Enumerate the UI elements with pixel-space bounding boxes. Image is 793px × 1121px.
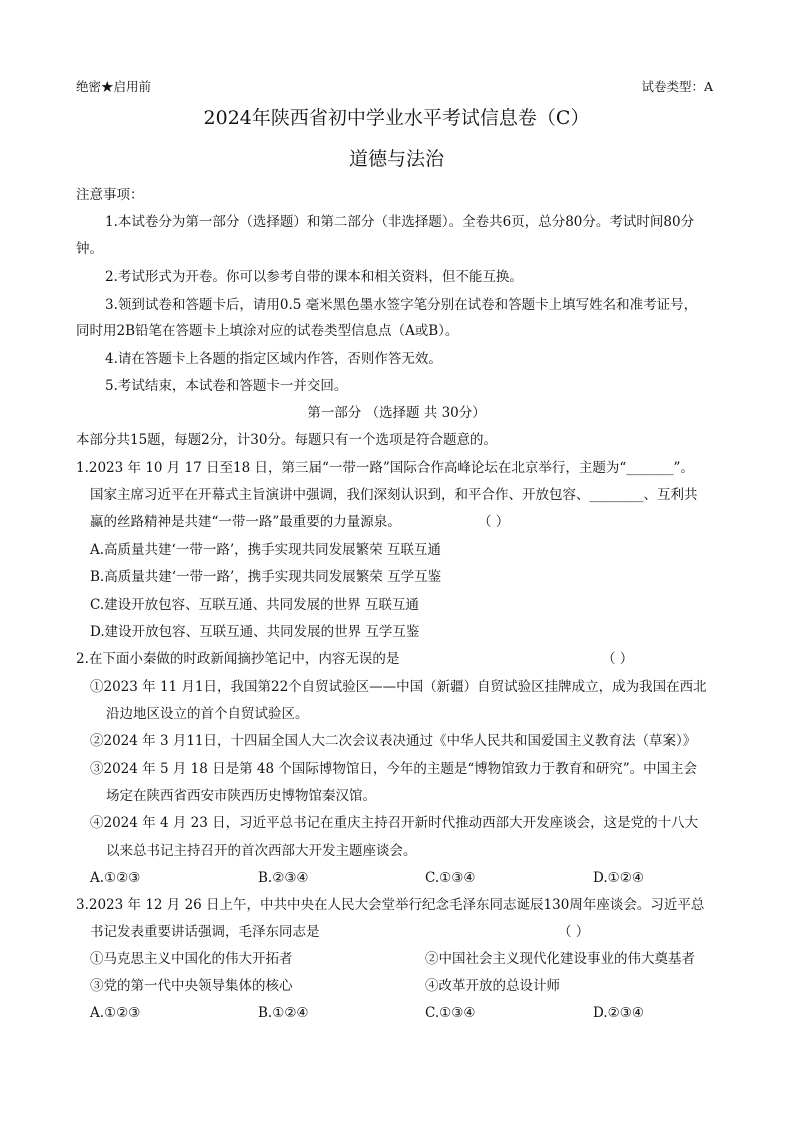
q1-answer-blank: （ ） bbox=[478, 514, 510, 530]
q2-option-c: C.①③④ bbox=[425, 870, 476, 886]
exam-subject: 道德与法治 bbox=[348, 148, 444, 170]
part-1-intro: 本部分共15题，每题2分，计30分。每题只有一个选项是符合题意的。 bbox=[76, 432, 497, 448]
q2-option-d: D.①②④ bbox=[593, 870, 644, 886]
q3-option-b: B.①②④ bbox=[258, 1005, 309, 1021]
note-1-line-1: 1.本试卷分为第一部分（选择题）和第二部分（非选择题）。全卷共6页，总分80分。考试时间80分 bbox=[105, 214, 695, 230]
note-5: 5.考试结束，本试卷和答题卡一并交回。 bbox=[105, 378, 348, 394]
q3-statement-2: ②中国社会主义现代化建设事业的伟大奠基者 bbox=[425, 951, 695, 967]
q3-option-c: C.①③④ bbox=[425, 1005, 476, 1021]
q1-stem-line-2: 国家主席习近平在开幕式主旨演讲中强调，我们深刻认识到，和平合作、开放包容、________、互利共 bbox=[90, 487, 698, 503]
part-1-heading: 第一部分 （选择题 共 30分） bbox=[307, 405, 486, 421]
q1-stem-line-1: 1.2023 年 10 月 17 日至18 日，第三届“一带一路”国际合作高峰论坛在北京举行，主题为“_______”。 bbox=[76, 460, 694, 476]
note-1-line-2: 钟。 bbox=[76, 241, 103, 257]
note-4: 4.请在答题卡上各题的指定区域内作答，否则作答无效。 bbox=[105, 351, 442, 367]
q3-option-a: A.①②③ bbox=[90, 1005, 141, 1021]
q3-option-d: D.②③④ bbox=[593, 1005, 644, 1021]
q3-answer-blank: （ ） bbox=[558, 924, 590, 940]
q2-statement-2: ②2024 年 3 月11日，十四届全国人大二次会议表决通过《中华人民共和国爱国主义教育法（草案）》 bbox=[90, 733, 697, 749]
q1-option-a: A.高质量共建‘一带一路’，携手实现共同发展繁荣 互联互通 bbox=[90, 542, 441, 558]
q2-statement-3-line-2: 场定在陕西省西安市陕西历史博物馆秦汉馆。 bbox=[106, 788, 376, 804]
q3-statement-4: ④改革开放的总设计师 bbox=[425, 978, 560, 994]
q1-option-c: C.建设开放包容、互联互通、共同发展的世界 互联互通 bbox=[90, 597, 419, 613]
q2-answer-blank: （ ） bbox=[602, 651, 634, 667]
q3-statement-1: ①马克思主义中国化的伟大开拓者 bbox=[90, 951, 293, 967]
q2-option-b: B.②③④ bbox=[258, 870, 309, 886]
q1-option-d: D.建设开放包容、互联互通、共同发展的世界 互学互鉴 bbox=[90, 624, 420, 640]
q2-stem: 2.在下面小秦做的时政新闻摘抄笔记中，内容无误的是 bbox=[76, 651, 400, 667]
q2-statement-4-line-1: ④2024 年 4 月 23 日，习近平总书记在重庆主持召开新时代推动西部大开发座谈会，这是党的十八大 bbox=[90, 815, 699, 831]
q2-statement-1-line-1: ①2023 年 11 月1日，我国第22个自贸试验区——中国（新疆）自贸试验区挂牌成立，成为我国在西北 bbox=[90, 679, 707, 695]
q3-stem-line-1: 3.2023 年 12 月 26 日上午，中共中央在人民大会堂举行纪念毛泽东同志诞辰130周年座谈会。习近平总 bbox=[76, 897, 705, 913]
q1-stem-line-3: 赢的丝路精神是共建“一带一路”最重要的力量源泉。 bbox=[90, 514, 401, 530]
note-2: 2.考试形式为开卷。你可以参考自带的课本和相关资料，但不能互换。 bbox=[105, 269, 523, 285]
paper-type-label: 试卷类型：A bbox=[641, 79, 713, 94]
q2-option-a: A.①②③ bbox=[90, 870, 141, 886]
q3-statement-3: ③党的第一代中央领导集体的核心 bbox=[90, 978, 293, 994]
q1-option-b: B.高质量共建‘一带一路’，携手实现共同发展繁荣 互学互鉴 bbox=[90, 569, 442, 585]
note-3-line-2: 同时用2B铅笔在答题卡上填涂对应的试卷类型信息点（A或B）。 bbox=[76, 323, 459, 339]
exam-title: 2024年陕西省初中学业水平考试信息卷（C） bbox=[203, 107, 590, 129]
q2-statement-1-line-2: 沿边地区设立的首个自贸试验区。 bbox=[106, 706, 309, 722]
note-3-line-1: 3.领到试卷和答题卡后，请用0.5 毫米黑色墨水签字笔分别在试卷和答题卡上填写姓名和准考证号， bbox=[105, 297, 698, 313]
q2-statement-3-line-1: ③2024 年 5 月 18 日是第 48 个国际博物馆日，今年的主题是“博物馆致力于教育和研究”。中国主会 bbox=[90, 761, 698, 777]
notes-heading: 注意事项： bbox=[76, 187, 144, 203]
q2-statement-4-line-2: 以来总书记主持召开的首次西部大开发主题座谈会。 bbox=[106, 843, 417, 859]
confidential-label: 绝密★启用前 bbox=[76, 79, 152, 94]
q3-stem-line-2: 书记发表重要讲话强调，毛泽东同志是 bbox=[90, 924, 320, 940]
